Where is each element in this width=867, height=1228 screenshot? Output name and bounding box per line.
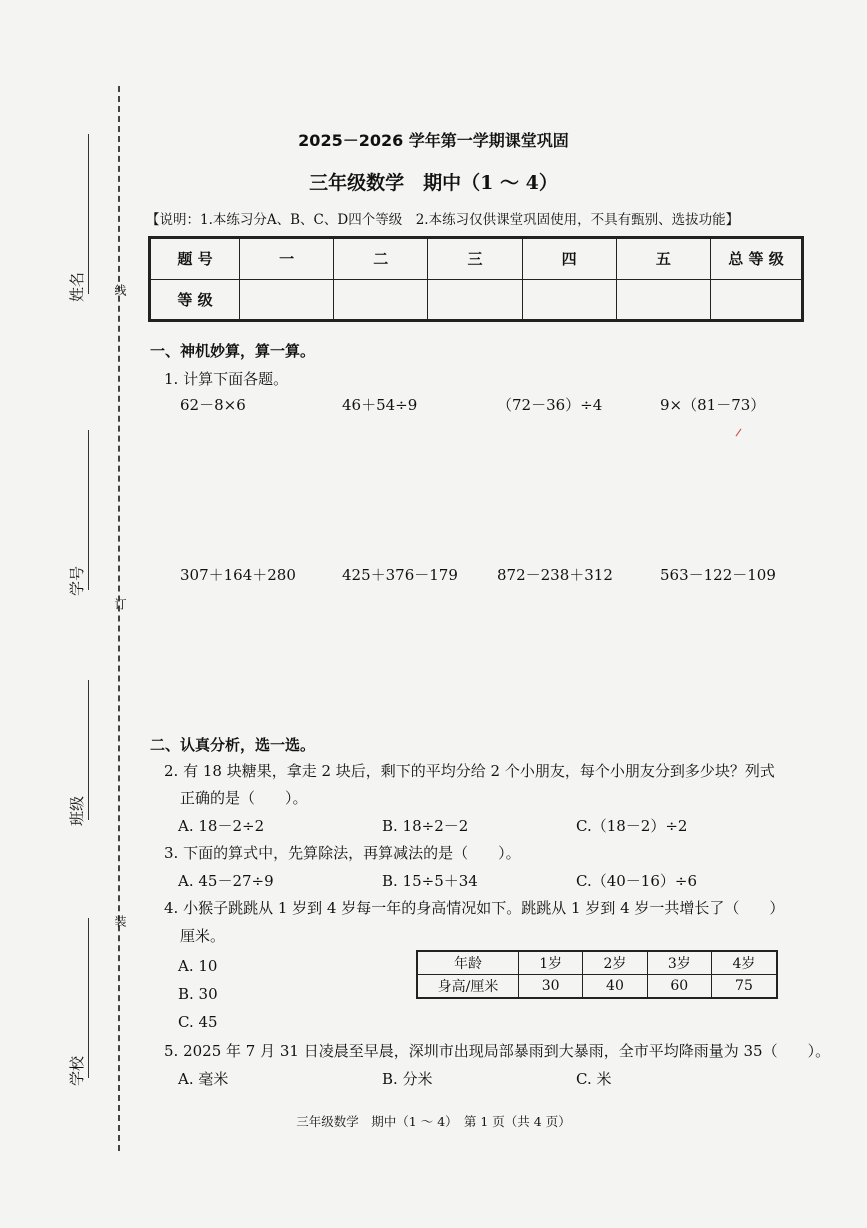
question-4-option-b[interactable]: B. 30 (178, 985, 218, 1003)
calc-expression: 9×（81－73） (660, 396, 766, 414)
grade-header-cell: 一 (240, 238, 334, 280)
grade-cell[interactable] (616, 279, 710, 321)
height-table-cell: 年龄 (417, 951, 519, 975)
grade-header-cell: 题 号 (150, 238, 240, 280)
question-4-text: 厘米。 (180, 927, 226, 945)
section-1-title: 一、神机妙算，算一算。 (150, 342, 316, 360)
question-2-text: 正确的是（ ）。 (180, 789, 308, 807)
calc-expression: 872－238＋312 (497, 566, 613, 584)
grade-cell[interactable] (428, 279, 522, 321)
section-2-title: 二、认真分析，选一选。 (150, 736, 316, 754)
question-3-option-b[interactable]: B. 15÷5＋34 (382, 872, 478, 890)
question-5-option-a[interactable]: A. 毫米 (178, 1070, 229, 1088)
binding-mark-bind: 装 (113, 915, 127, 927)
height-table-cell: 75 (711, 975, 777, 999)
grade-table-header-row (150, 238, 803, 280)
grade-header-cell: 总 等 级 (711, 238, 803, 280)
question-5-text: 5. 2025 年 7 月 31 日凌晨至早晨，深圳市出现局部暴雨到大暴雨，全市平均降雨量为 35（ ）。 (164, 1042, 831, 1060)
grade-header-cell: 四 (522, 238, 616, 280)
calc-expression: 62－8×6 (180, 396, 246, 414)
page-footer: 三年级数学 期中（1 ～ 4） 第 1 页（共 4 页） (296, 1114, 571, 1129)
height-table-cell: 2岁 (583, 951, 647, 975)
height-table-cell: 40 (583, 975, 647, 999)
binding-mark-order: 订 (113, 598, 127, 610)
name-blank-line[interactable] (88, 134, 89, 294)
calc-expression: 46＋54÷9 (342, 396, 418, 414)
question-5-option-b[interactable]: B. 分米 (382, 1070, 433, 1088)
pen-mark (736, 429, 742, 437)
question-4-text: 4. 小猴子跳跳从 1 岁到 4 岁每一年的身高情况如下。跳跳从 1 岁到 4 岁一共增长了（ ） (164, 899, 785, 917)
calc-expression: （72－36）÷4 (497, 396, 603, 414)
height-table-cell: 30 (519, 975, 583, 999)
grade-table (148, 236, 804, 322)
calc-expression: 307＋164＋280 (180, 566, 296, 584)
question-4-option-c[interactable]: C. 45 (178, 1013, 218, 1031)
question-3-text: 3. 下面的算式中，先算除法，再算减法的是（ ）。 (164, 844, 521, 862)
school-blank-line[interactable] (88, 918, 89, 1078)
question-2-text: 2. 有 18 块糖果，拿走 2 块后，剩下的平均分给 2 个小朋友，每个小朋友分到多少块？列式 (164, 762, 775, 780)
class-label: 班级 (68, 795, 86, 826)
school-label: 学校 (68, 1055, 86, 1086)
question-5-option-c[interactable]: C. 米 (576, 1070, 612, 1088)
student-number-blank-line[interactable] (88, 430, 89, 590)
name-label: 姓名 (68, 271, 86, 302)
exam-title: 2025－2026 学年第一学期课堂巩固 (298, 131, 569, 150)
grade-row-label: 等 级 (150, 279, 240, 321)
student-number-label: 学号 (68, 565, 86, 596)
calc-expression: 563－122－109 (660, 566, 776, 584)
question-2-option-c[interactable]: C.（18－2）÷2 (576, 817, 688, 835)
height-table-cell: 1岁 (519, 951, 583, 975)
grade-header-cell: 二 (334, 238, 428, 280)
height-table-age-row (417, 951, 777, 975)
height-table-cell: 4岁 (711, 951, 777, 975)
grade-cell[interactable] (240, 279, 334, 321)
exam-subtitle: 三年级数学 期中（1 ～ 4） (309, 172, 558, 194)
grade-header-cell: 五 (616, 238, 710, 280)
question-4-option-a[interactable]: A. 10 (178, 957, 218, 975)
grade-cell[interactable] (522, 279, 616, 321)
height-table-height-row (417, 975, 777, 999)
grade-table-grade-row (150, 279, 803, 321)
binding-mark-line: 线 (113, 284, 127, 296)
exam-note: 【说明：1.本练习分A、B、C、D四个等级 2.本练习仅供课堂巩固使用，不具有甄别、选拔功能】 (146, 212, 740, 228)
grade-cell[interactable] (711, 279, 803, 321)
grade-header-cell: 三 (428, 238, 522, 280)
binding-dashed-line (118, 86, 120, 1151)
height-table-cell: 身高/厘米 (417, 975, 519, 999)
height-table-cell: 60 (647, 975, 711, 999)
question-3-option-a[interactable]: A. 45－27÷9 (178, 872, 274, 890)
class-blank-line[interactable] (88, 680, 89, 820)
grade-cell[interactable] (334, 279, 428, 321)
question-2-option-b[interactable]: B. 18÷2－2 (382, 817, 469, 835)
question-2-option-a[interactable]: A. 18－2÷2 (178, 817, 265, 835)
question-3-option-c[interactable]: C.（40－16）÷6 (576, 872, 697, 890)
calc-expression: 425＋376－179 (342, 566, 458, 584)
question-1: 1. 计算下面各题。 (164, 370, 289, 388)
height-table-cell: 3岁 (647, 951, 711, 975)
height-table (416, 950, 778, 999)
